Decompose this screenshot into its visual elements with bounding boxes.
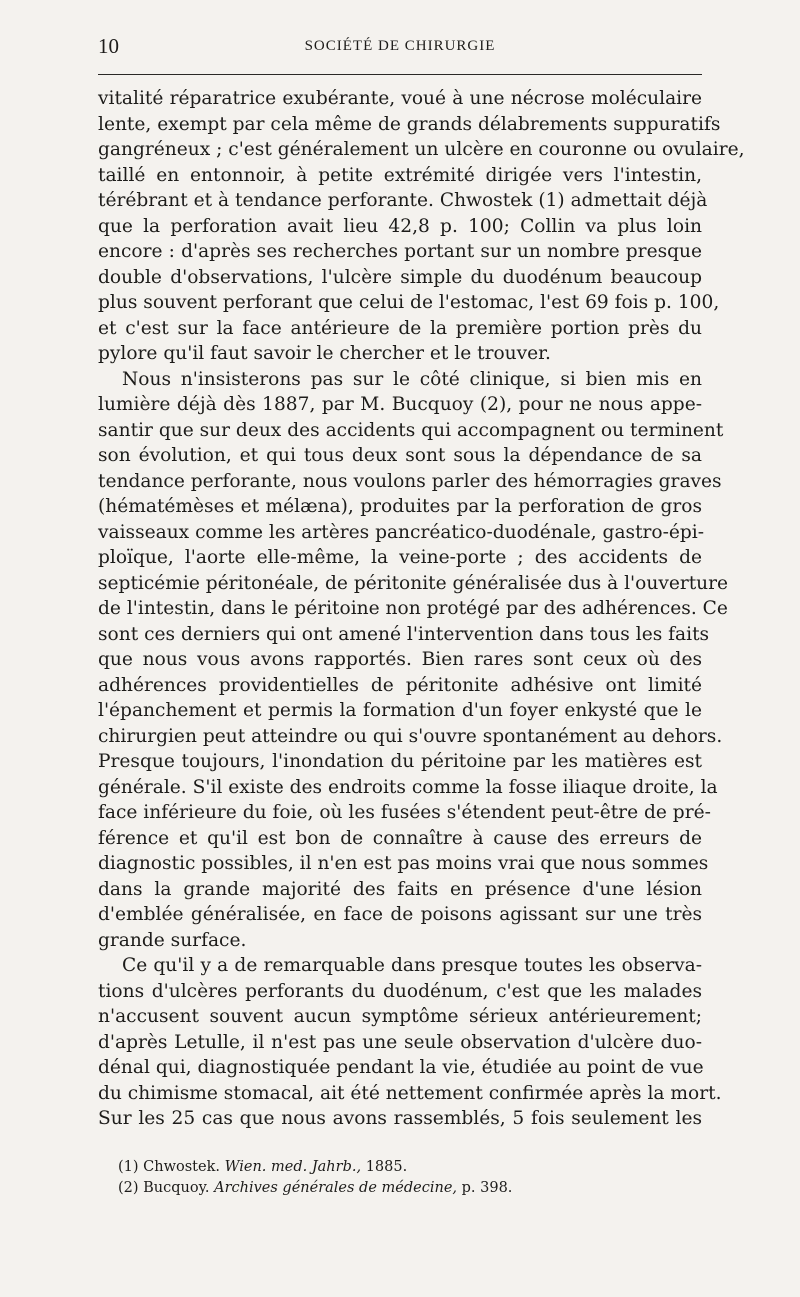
text-line: diagnostic possibles, il n'en est pas moins vrai que nous sommes xyxy=(98,853,709,874)
text-line: et c'est sur la face antérieure de la première portion près du xyxy=(98,317,702,339)
footnote-mark: (1) xyxy=(118,1159,139,1175)
text-line: septicémie péritonéale, de péritonite généralisée dus à l'ouverture xyxy=(98,572,729,594)
footnote-1 xyxy=(118,1157,702,1178)
page-number: 10 xyxy=(98,34,119,58)
text-line: Ce qu'il y a de remarquable dans presque toutes les observa- xyxy=(122,955,702,976)
footnote-title: Archives générales de médecine, xyxy=(214,1180,458,1196)
paragraph-1 xyxy=(98,86,745,367)
page-header xyxy=(98,30,702,60)
text-line: lumière déjà dès 1887, par M. Bucquoy (2), pour ne nous appe- xyxy=(98,394,702,415)
text-line: gangréneux ; c'est généralement un ulcère en couronne ou ovulaire, xyxy=(98,139,745,160)
text-line: vaisseaux comme les artères pancréatico-duodénale, gastro-épi- xyxy=(98,521,705,543)
footnote-author: Chwostek. xyxy=(143,1159,220,1175)
text-line: tendance perforante, nous voulons parler des hémorragies graves xyxy=(98,470,722,492)
text-line: Nous n'insisterons pas sur le côté clinique, si bien mis en xyxy=(122,368,702,390)
text-line: plus souvent perforant que celui de l'estomac, l'est 69 fois p. 100, xyxy=(98,292,720,313)
text-line: vitalité réparatrice exubérante, voué à une nécrose moléculaire xyxy=(98,88,702,109)
text-line: encore : d'après ses recherches portant sur un nombre presque xyxy=(98,241,702,262)
text-line: sont ces derniers qui ont amené l'intervention dans tous les faits xyxy=(98,623,710,645)
text-line: d'après Letulle, il n'est pas une seule observation d'ulcère duo- xyxy=(98,1031,702,1053)
footnote-rest: 1885. xyxy=(365,1159,408,1175)
running-title: SOCIÉTÉ DE CHIRURGIE xyxy=(304,38,496,54)
text-line: santir que sur deux des accidents qui accompagnent ou terminent xyxy=(98,419,724,441)
text-line: pylore qu'il faut savoir le chercher et le trouver. xyxy=(98,343,551,364)
text-line: térébrant et à tendance perforante. Chwostek (1) admettait déjà xyxy=(98,190,708,211)
paragraph-2 xyxy=(98,367,729,954)
header-rule xyxy=(98,74,702,75)
text-line: générale. S'il existe des endroits comme la fosse iliaque droite, la xyxy=(98,776,718,798)
footnote-title: Wien. med. Jahrb., xyxy=(224,1159,362,1175)
text-line: (hématémèses et mélæna), produites par la perforation de gros xyxy=(98,496,702,517)
text-line: que la perforation avait lieu 42,8 p. 100; Collin va plus loin xyxy=(98,215,702,237)
text-line: Sur les 25 cas que nous avons rassemblés, 5 fois seulement les xyxy=(98,1108,702,1129)
text-line: l'épanchement et permis la formation d'un foyer enkysté que le xyxy=(98,700,702,721)
text-line: dénal qui, diagnostiquée pendant la vie, étudiée au point de vue xyxy=(98,1057,704,1078)
text-line: n'accusent souvent aucun symptôme sérieux antérieurement; xyxy=(98,1006,702,1027)
footnote-rest: p. 398. xyxy=(461,1180,513,1196)
text-line: chirurgien peut atteindre ou qui s'ouvre spontanément au dehors. xyxy=(98,725,723,747)
paragraph-3 xyxy=(98,953,722,1132)
text-line: taillé en entonnoir, à petite extrémité dirigée vers l'intestin, xyxy=(98,164,702,186)
text-line: son évolution, et qui tous deux sont sous la dépendance de sa xyxy=(98,445,702,466)
text-line: Presque toujours, l'inondation du péritoine par les matières est xyxy=(98,751,702,772)
text-line: adhérences providentielles de péritonite adhésive ont limité xyxy=(98,674,702,696)
footnotes xyxy=(118,1157,702,1199)
text-line: double d'observations, l'ulcère simple du duodénum beaucoup xyxy=(98,266,702,288)
text-line: lente, exempt par cela même de grands délabrements suppuratifs xyxy=(98,113,721,135)
text-line: face inférieure du foie, où les fusées s'étendent peut-être de pré- xyxy=(98,802,711,823)
text-line: grande surface. xyxy=(98,929,247,951)
text-line: férence et qu'il est bon de connaître à cause des erreurs de xyxy=(98,827,702,849)
text-line: tions d'ulcères perforants du duodénum, c'est que les malades xyxy=(98,980,702,1002)
text-line: du chimisme stomacal, ait été nettement confirmée après la mort. xyxy=(98,1082,722,1104)
text-line: ploïque, l'aorte elle-même, la veine-porte ; des accidents de xyxy=(98,547,702,568)
footnote-2 xyxy=(118,1178,702,1199)
text-line: que nous vous avons rapportés. Bien rares sont ceux où des xyxy=(98,649,702,670)
text-line: de l'intestin, dans le péritoine non protégé par des adhérences. Ce xyxy=(98,598,728,619)
body-text xyxy=(98,86,745,1132)
footnote-author: Bucquoy. xyxy=(143,1180,210,1196)
footnote-mark: (2) xyxy=(118,1180,139,1196)
text-line: dans la grande majorité des faits en présence d'une lésion xyxy=(98,878,702,900)
text-line: d'emblée généralisée, en face de poisons agissant sur une très xyxy=(98,904,702,925)
